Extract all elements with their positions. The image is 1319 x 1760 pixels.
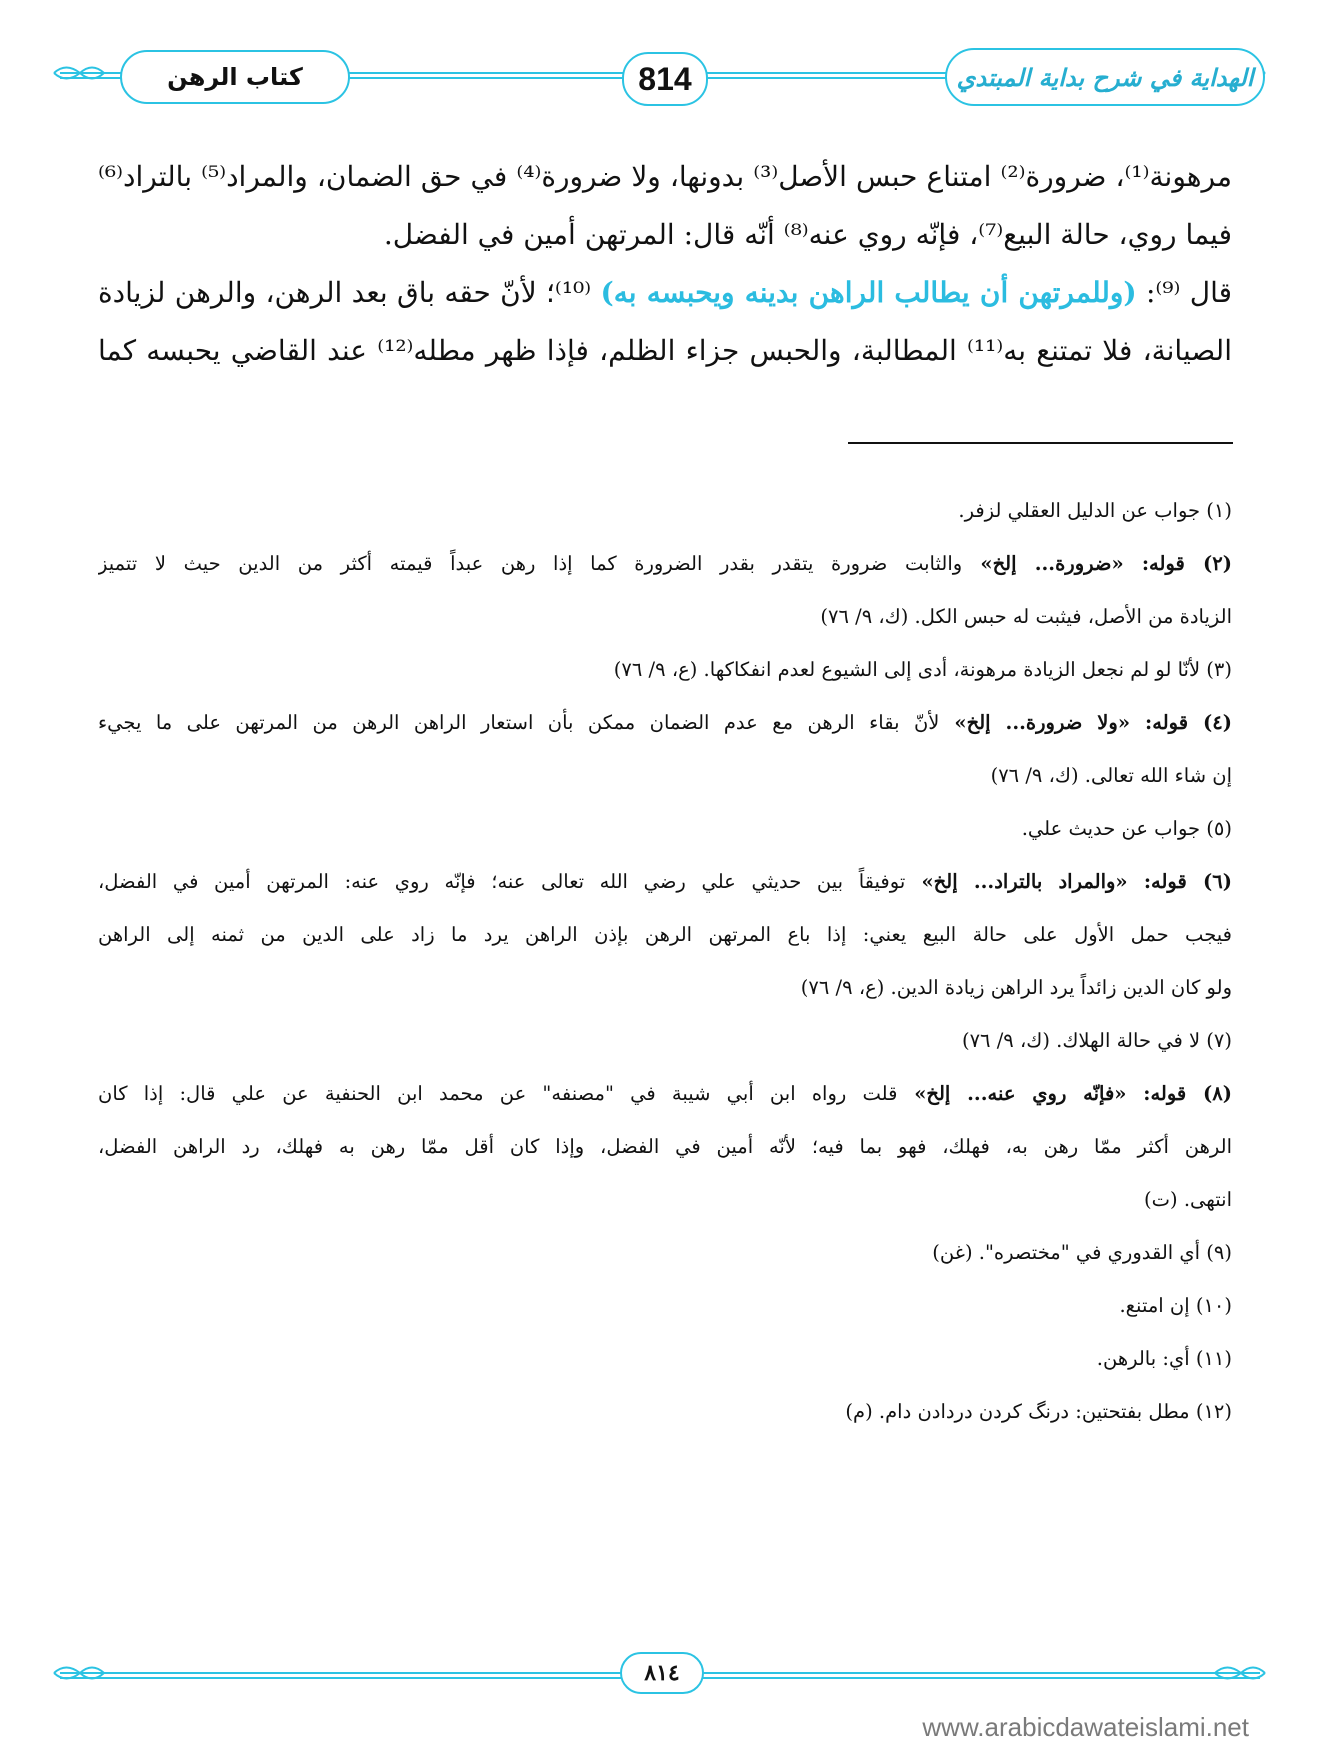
footnote-text: لأنّ بقاء الرهن مع عدم الضمان ممكن بأن استعار الراهن الرهن من المرتهن على ما يجيء (98, 711, 940, 734)
footnote-text: ولو كان الدين زائداً يرد الراهن زيادة الدين. (ع، ٩/ ٧٦) (800, 976, 1232, 999)
footnote-line (98, 961, 1232, 1014)
footnote-line (98, 696, 1232, 749)
footnote-line (98, 590, 1232, 643)
chapter-title-box (120, 50, 350, 104)
footnote-line (98, 802, 1232, 855)
left-flourish-ornament (52, 62, 106, 84)
footnote-line (98, 1014, 1232, 1067)
footnote-text: (٩) أي القدوري في "مختصره". (غن) (932, 1241, 1232, 1264)
footnote-line (98, 1120, 1232, 1173)
footnote-line (98, 643, 1232, 696)
main-text-tail: ⁽¹⁰⁾؛ لأنّ حقه باق بعد الرهن، والرهن لزيادة (98, 276, 601, 309)
footnote-text: والثابت ضرورة يتقدر بقدر الضرورة كما إذا رهن عبداً قيمته أكثر من الدين حيث لا تتميز (98, 552, 963, 575)
footnote-text: (١٠) إن امتنع. (1119, 1294, 1232, 1317)
footnote-lead: (٦) قوله: «والمراد بالتراد... إلخ» (905, 870, 1232, 893)
footnote-separator (848, 442, 1233, 444)
chapter-title: كتاب الرهن (167, 63, 303, 91)
quoted-matn-text: (وللمرتهن أن يطالب الراهن بدينه ويحبسه به) (600, 276, 1137, 309)
footnote-line (98, 1279, 1232, 1332)
series-title-box (945, 48, 1265, 106)
footnote-text: فيجب حمل الأول على حالة البيع يعني: إذا باع المرتهن الرهن بإذن الراهن يرد ما زاد على الدين من ثمنه إلى الراهن (98, 923, 1232, 946)
footnote-text: إن شاء الله تعالى. (ك، ٩/ ٧٦) (990, 764, 1232, 787)
footnote-text: انتهى. (ت) (1144, 1188, 1232, 1211)
page-number-box (622, 52, 708, 106)
main-text-line: الصيانة، فلا تمتنع به⁽¹¹⁾ المطالبة، والحبس جزاء الظلم، فإذا ظهر مطله⁽¹²⁾ عند القاضي يحبسه كما (98, 334, 1232, 367)
footnote-text: توفيقاً بين حديثي علي رضي الله تعالى عنه؛ فإنّه روي عنه: المرتهن أمين في الفضل، (98, 870, 906, 893)
footnote-text: قلت رواه ابن أبي شيبة في "مصنفه" عن محمد ابن الحنفية عن علي قال: إذا كان (98, 1082, 898, 1105)
footer-right-flourish-ornament (1213, 1662, 1267, 1684)
footnote-line (98, 1067, 1232, 1120)
footer-page-number-box (620, 1652, 704, 1694)
footnote-text: (١٢) مطل بفتحتين: درنگ كردن دردادن دام. (م) (845, 1400, 1232, 1423)
main-text-line-quoted (98, 264, 1232, 322)
footnote-text: (١) جواب عن الدليل العقلي لزفر. (958, 499, 1232, 522)
footnote-line (98, 1226, 1232, 1279)
footnote-text: الرهن أكثر ممّا رهن به، فهلك، فهو بما فيه؛ لأنّه أمين في الفضل، وإذا كان أقل ممّا رهن به فهلك، رد الراهن الفضل، (98, 1135, 1232, 1158)
page-number: 814 (638, 60, 692, 97)
footnote-line (98, 855, 1232, 908)
main-text-line: مرهونة⁽¹⁾، ضرورة⁽²⁾ امتناع حبس الأصل⁽³⁾ بدونها، ولا ضرورة⁽⁴⁾ في حق الضمان، والمراد⁽⁵⁾ بالتراد⁽⁶⁾ (98, 160, 1232, 193)
website-url[interactable]: www.arabicdawateislami.net (922, 1712, 1249, 1742)
series-title: الهداية في شرح بداية المبتدي (956, 62, 1254, 92)
main-text (98, 148, 1232, 380)
footnote-line (98, 1332, 1232, 1385)
footnote-lead: (٨) قوله: «فإنّه روي عنه... إلخ» (897, 1082, 1232, 1105)
footnote-lead: (٢) قوله: «ضرورة... إلخ» (962, 552, 1232, 575)
footnote-text: (٧) لا في حالة الهلاك. (ك، ٩/ ٧٦) (961, 1029, 1232, 1052)
footnote-line (98, 1173, 1232, 1226)
footnotes (98, 484, 1232, 1438)
footer-left-flourish-ornament (52, 1662, 106, 1684)
footnote-line (98, 1385, 1232, 1438)
footnote-line (98, 537, 1232, 590)
footnote-line (98, 908, 1232, 961)
footnote-line (98, 484, 1232, 537)
footnote-text: (٥) جواب عن حديث علي. (1021, 817, 1232, 840)
footnote-lead: (٤) قوله: «ولا ضرورة... إلخ» (939, 711, 1232, 734)
main-text-lead: قال ⁽⁹⁾: (1136, 276, 1232, 309)
footnote-text: (١١) أي: بالرهن. (1096, 1347, 1232, 1370)
footnote-text: الزيادة من الأصل، فيثبت له حبس الكل. (ك، ٩/ ٧٦) (820, 605, 1232, 628)
main-text-line: فيما روي، حالة البيع⁽⁷⁾، فإنّه روي عنه⁽⁸⁾ أنّه قال: المرتهن أمين في الفضل. (383, 218, 1232, 251)
footnote-line (98, 749, 1232, 802)
footer-page-number: ٨١٤ (644, 1660, 680, 1686)
footnote-text: (٣) لأنّا لو لم نجعل الزيادة مرهونة، أدى إلى الشيوع لعدم انفكاكها. (ع، ٩/ ٧٦) (613, 658, 1232, 681)
